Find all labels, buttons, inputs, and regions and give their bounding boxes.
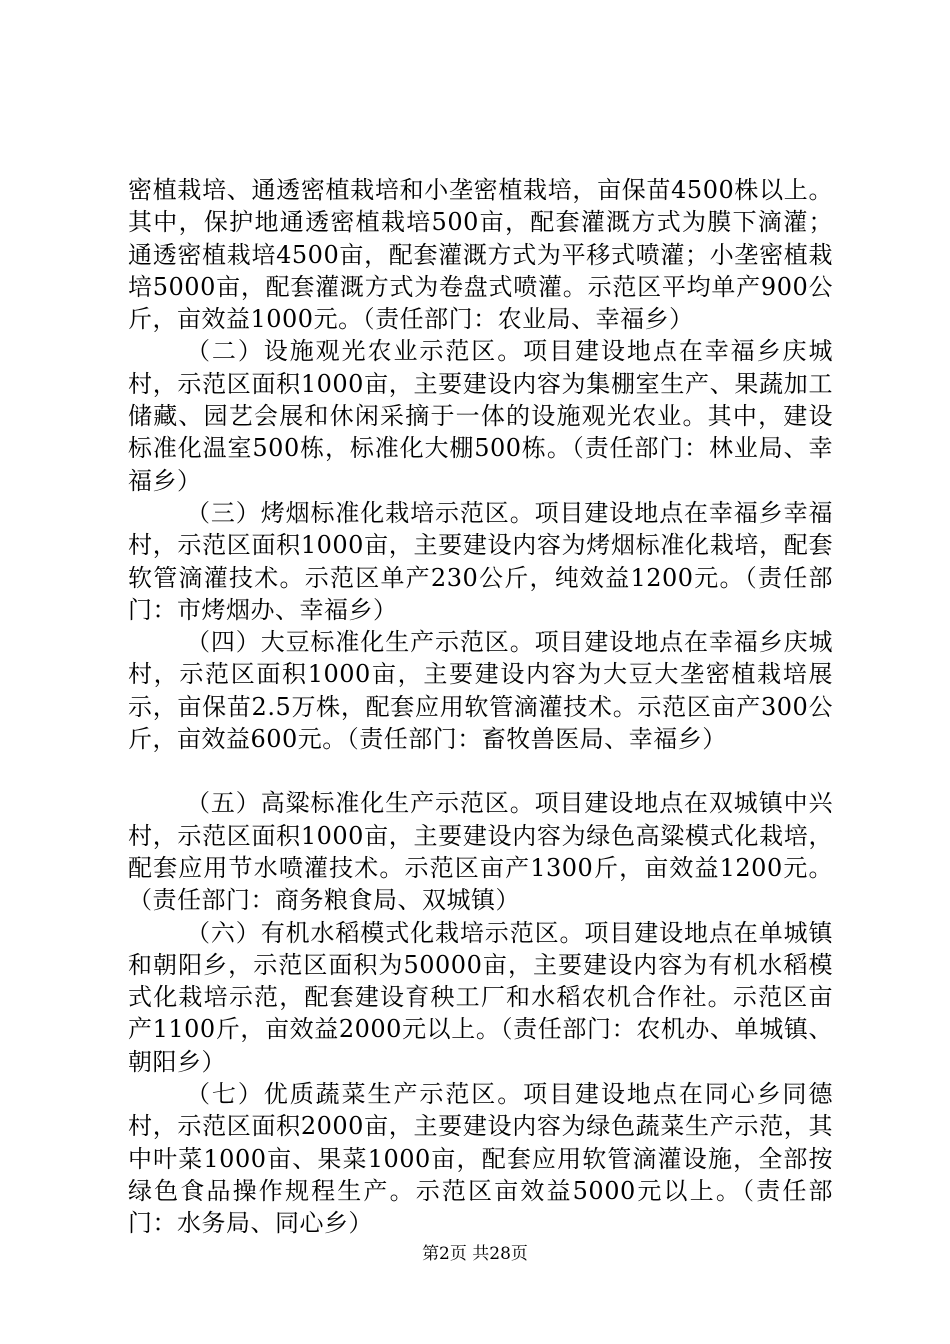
paragraph-section-6: （六）有机水稻模式化栽培示范区。项目建设地点在单城镇和朝阳乡，示范区面积为50000亩，主要建设内容为有机水稻模式化栽培示范，配套建设育秧工厂和水稻农机合作社。示范区亩产1100斤，亩效益2000元以上。（责任部门：农机办、单城镇、朝阳乡） bbox=[128, 918, 833, 1076]
paragraph-section-3: （三）烤烟标准化栽培示范区。项目建设地点在幸福乡幸福村，示范区面积1000亩，主要建设内容为烤烟标准化栽培，配套软管滴灌技术。示范区单产230公斤，纯效益1200元。（责任部门：市烤烟办、幸福乡） bbox=[128, 498, 833, 624]
paragraph-section-2: （二）设施观光农业示范区。项目建设地点在幸福乡庆城村，示范区面积1000亩，主要建设内容为集棚室生产、果蔬加工储藏、园艺会展和休闲采摘于一体的设施观光农业。其中，建设标准化温室500栋，标准化大棚500栋。（责任部门：林业局、幸福乡） bbox=[128, 337, 833, 495]
paragraph-section-5: （五）高粱标准化生产示范区。项目建设地点在双城镇中兴村，示范区面积1000亩，主要建设内容为绿色高粱模式化栽培，配套应用节水喷灌技术。示范区亩产1300斤，亩效益1200元。（责任部门：商务粮食局、双城镇） bbox=[128, 789, 833, 915]
paragraph-section-4: （四）大豆标准化生产示范区。项目建设地点在幸福乡庆城村，示范区面积1000亩，主要建设内容为大豆大垄密植栽培展示，亩保苗2.5万株，配套应用软管滴灌技术。示范区亩产300公斤，亩效益600元。（责任部门：畜牧兽医局、幸福乡） bbox=[128, 628, 833, 754]
paragraph-continued: 密植栽培、通透密植栽培和小垄密植栽培，亩保苗4500株以上。其中，保护地通透密植栽培500亩，配套灌溉方式为膜下滴灌；通透密植栽培4500亩，配套灌溉方式为平移式喷灌；小垄密植栽培5000亩，配套灌溉方式为卷盘式喷灌。示范区平均单产900公斤，亩效益1000元。（责任部门：农业局、幸福乡） bbox=[128, 176, 833, 334]
page-number-footer: 第2页 共28页 bbox=[422, 1244, 528, 1264]
paragraph-section-7: （七）优质蔬菜生产示范区。项目建设地点在同心乡同德村，示范区面积2000亩，主要建设内容为绿色蔬菜生产示范，其中叶菜1000亩、果菜1000亩，配套应用软管滴灌设施，全部按绿色食品操作规程生产。示范区亩效益5000元以上。（责任部门：水务局、同心乡） bbox=[128, 1080, 833, 1238]
document-body bbox=[128, 174, 833, 1240]
